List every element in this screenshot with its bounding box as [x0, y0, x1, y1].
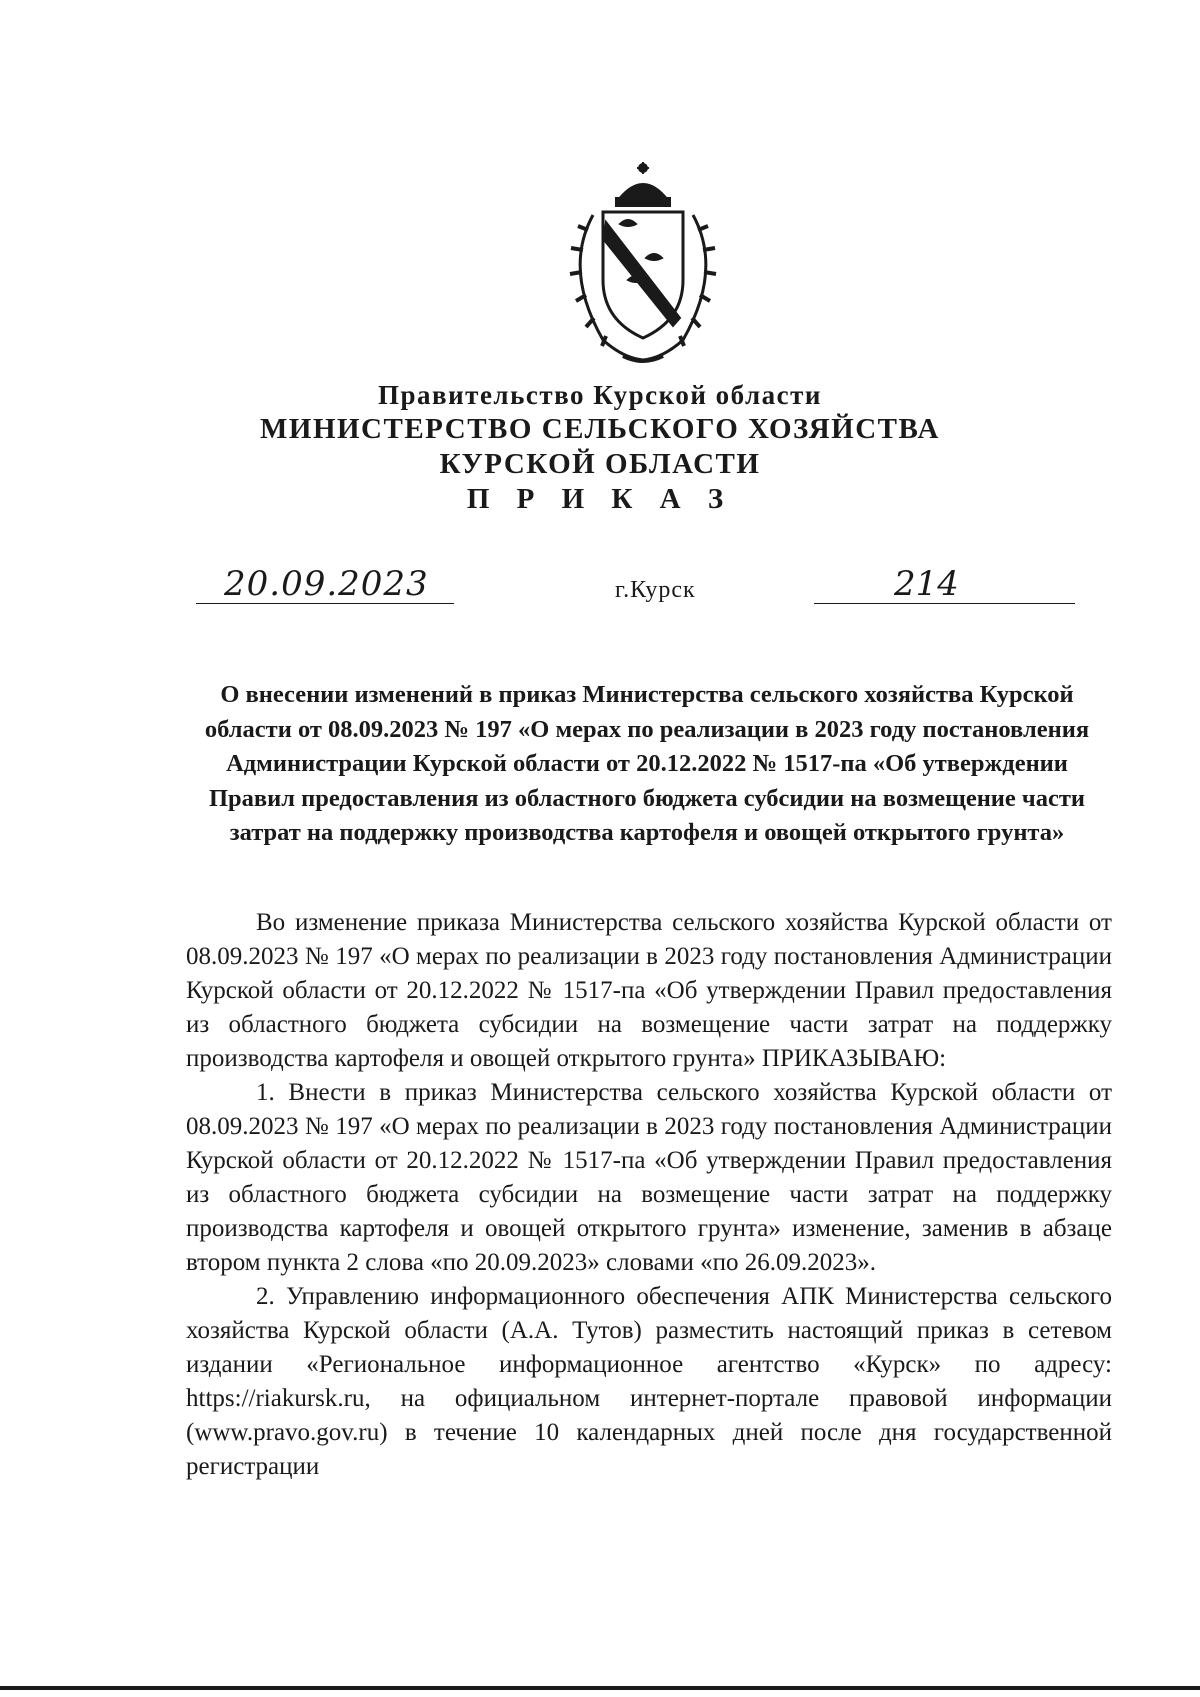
- order-date-field: [196, 564, 454, 604]
- city-label: г.Курск: [615, 577, 696, 603]
- order-date-handwritten: 20.09.2023: [224, 564, 429, 604]
- kursk-coat-of-arms-icon: [548, 160, 738, 370]
- preamble-paragraph: Во изменение приказа Министерства сельского хозяйства Курской области от 08.09.2023 № 197 «О мерах по реализации в 2023 году постановления Администрации Курской области от 20.12.2022 № 1517-па «Об утверждении Правил предоставления из областного бюджета субсидии на возмещение части затрат на поддержку производства картофеля и овощей открытого грунта» ПРИКАЗЫВАЮ:: [186, 909, 1112, 1072]
- ministry-name-line2: КУРСКОЙ ОБЛАСТИ: [439, 448, 761, 480]
- order-number-handwritten: 214: [894, 564, 959, 604]
- order-number-field: [814, 564, 1075, 604]
- document-type: П Р И К А З: [466, 483, 734, 515]
- government-name: Правительство Курской области: [378, 380, 822, 410]
- order-body: [186, 906, 1112, 1484]
- clause-1-paragraph: 1. Внести в приказ Министерства сельского хозяйства Курской области от 08.09.2023 № 197 «О мерах по реализации в 2023 году постановления Администрации Курской области от 20.12.2022 № 1517-па «Об утверждении Правил предоставления из областного бюджета субсидии на возмещение части затрат на поддержку производства картофеля и овощей открытого грунта» изменение, заменив в абзаце втором пункта 2 слова «по 20.09.2023» словами «по 26.09.2023».: [186, 1079, 1112, 1276]
- page-bottom-border: [0, 1686, 1200, 1690]
- clause-2-paragraph: 2. Управлению информационного обеспечения АПК Министерства сельского хозяйства Курской области (А.А. Тутов) разместить настоящий приказ в сетевом издании «Региональное информационное агентство «Курск» по адресу: https://riakursk.ru, на официальном интернет-портале правовой информации (www.pravo.gov.ru) в течение 10 календарных дней после дня государственной регистрации: [186, 1283, 1112, 1480]
- order-title: О внесении изменений в приказ Министерства сельского хозяйства Курской области от 08.09.2023 № 197 «О мерах по реализации в 2023 году постановления Администрации Курской области от 20.12.2022 № 1517-па «Об утверждении Правил предоставления из областного бюджета субсидии на возмещение части затрат на поддержку производства картофеля и овощей открытого грунта»: [204, 681, 1090, 846]
- ministry-name-line1: МИНИСТЕРСТВО СЕЛЬСКОГО ХОЗЯЙСТВА: [260, 413, 940, 445]
